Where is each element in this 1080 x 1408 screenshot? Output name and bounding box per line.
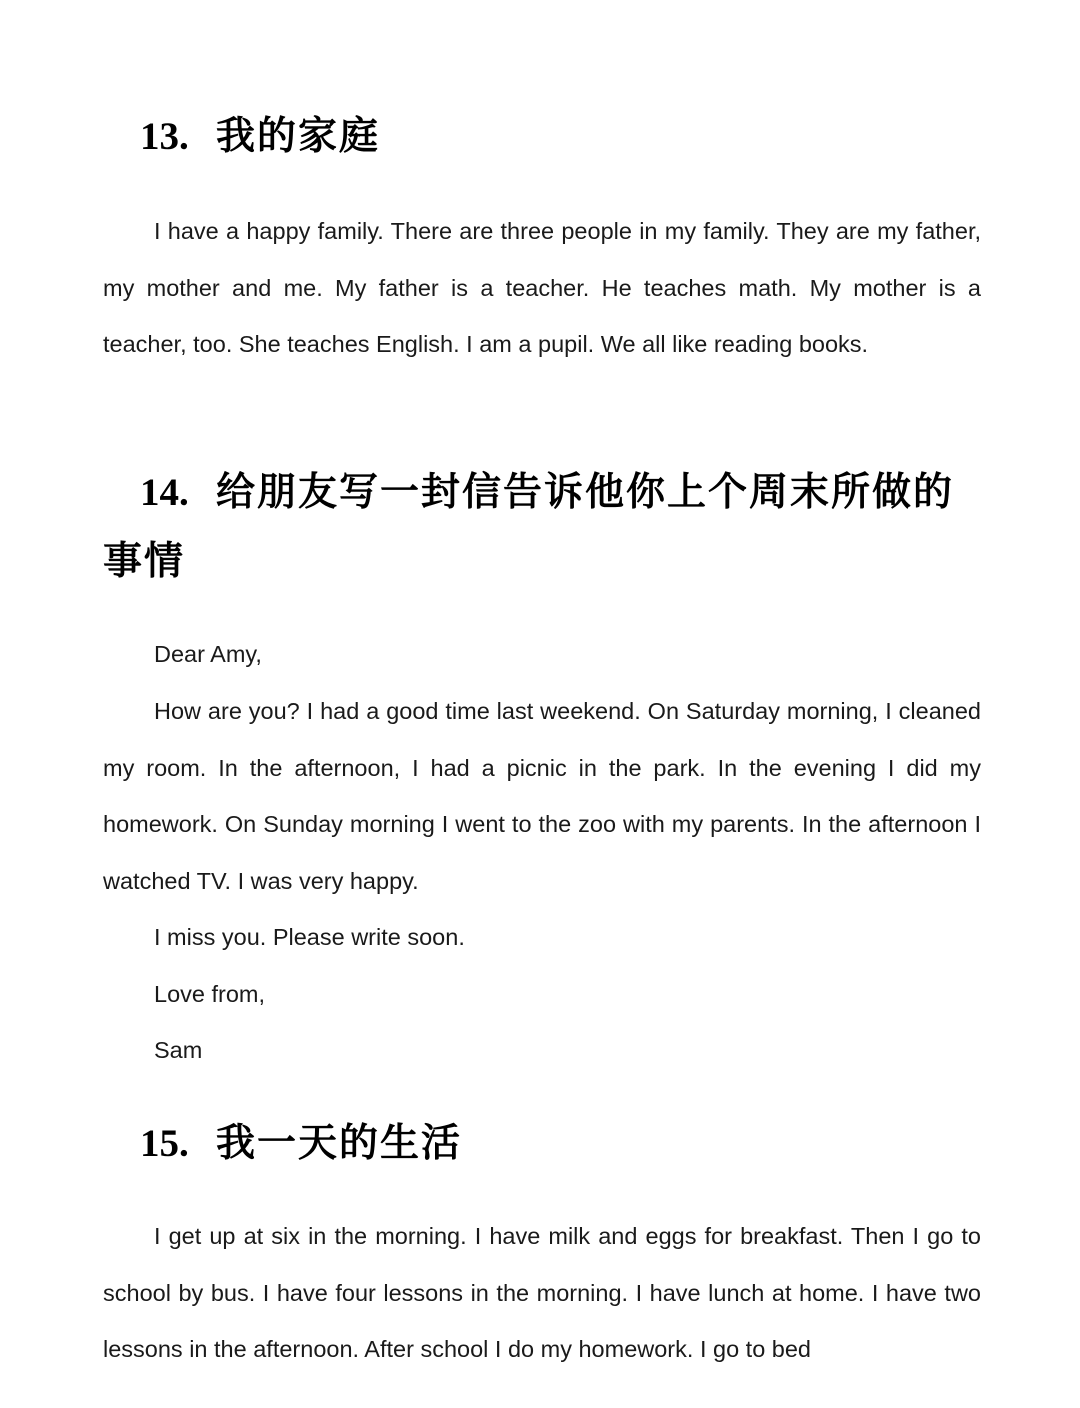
section-13-title: 我的家庭 bbox=[216, 113, 381, 159]
section-14-number: 14. bbox=[140, 471, 189, 514]
section-15-heading bbox=[103, 1108, 983, 1179]
letter-closing-line: I miss you. Please write soon. bbox=[154, 924, 465, 950]
section-13-heading bbox=[103, 101, 983, 172]
section-15-number: 15. bbox=[140, 1122, 189, 1165]
section-13-paragraph: I have a happy family. There are three people in my family. They are my father, my mother and me. My father is a teacher. He teaches math. My mother is a teacher, too. She teaches English. I am a pupil. We all like reading books. bbox=[103, 218, 981, 357]
letter-body: How are you? I had a good time last weekend. On Saturday morning, I cleaned my room. In the afternoon, I had a picnic in the park. In the evening I did my homework. On Sunday morning I went to the zoo with my parents. In the afternoon I watched TV. I was very happy. bbox=[103, 698, 981, 894]
letter-greeting: Dear Amy, bbox=[154, 641, 262, 667]
section-14-title: 给朋友写一封信告诉他你上个周末所做的事情 bbox=[103, 469, 955, 584]
letter-signoff: Love from, bbox=[154, 981, 266, 1007]
section-15-title: 我一天的生活 bbox=[216, 1120, 463, 1166]
section-14-heading bbox=[103, 458, 983, 595]
section-13-number: 13. bbox=[140, 115, 189, 158]
section-15-paragraph: I get up at six in the morning. I have milk and eggs for breakfast. Then I go to school by bus. I have four lessons in the morning. I have lunch at home. I have two lessons in the afternoon. After school I do my homework. I go to bed bbox=[103, 1223, 981, 1362]
letter-signature: Sam bbox=[154, 1037, 203, 1063]
